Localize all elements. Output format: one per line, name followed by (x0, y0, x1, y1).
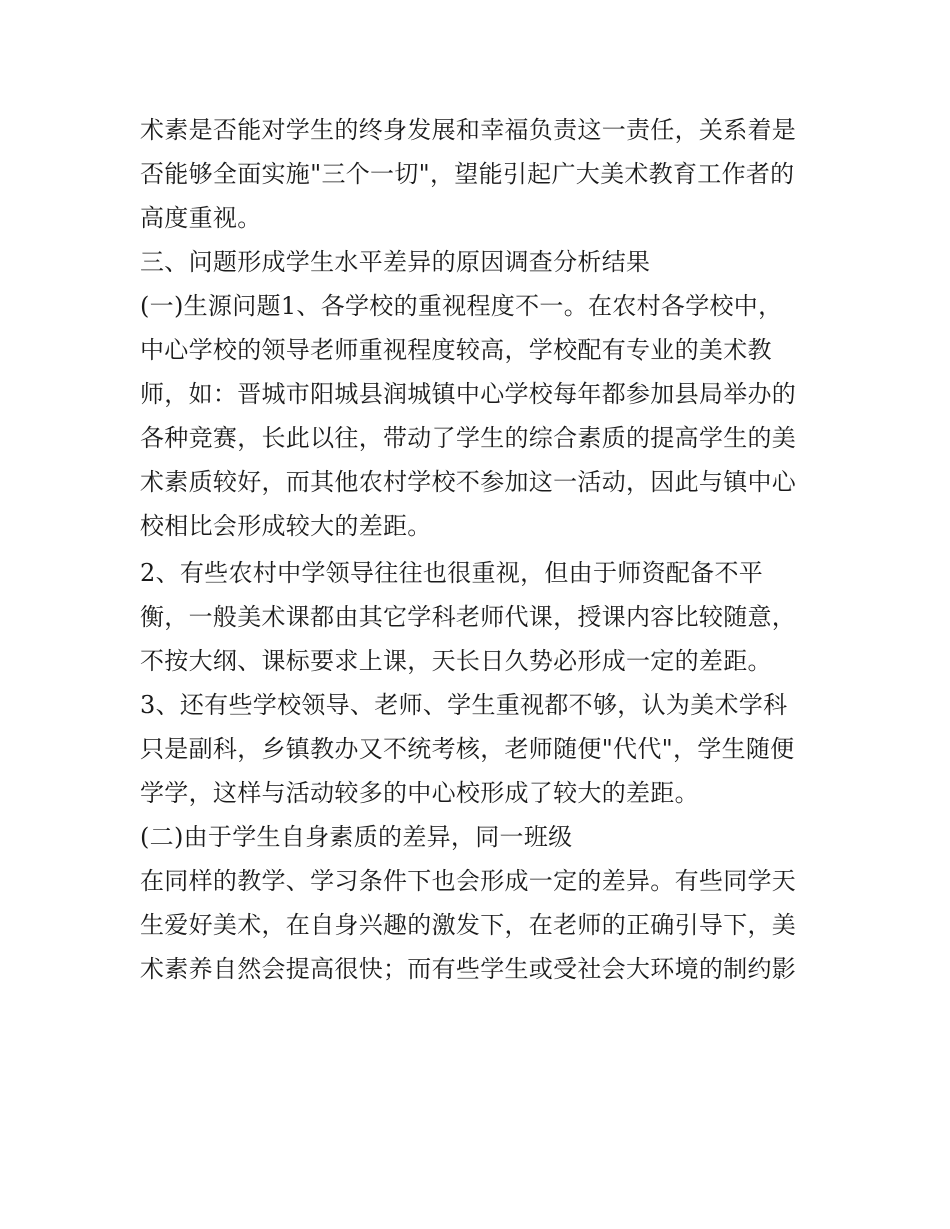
text-line: 各种竞赛，长此以往，带动了学生的综合素质的提高学生的美 (140, 424, 797, 452)
text-line: 生爱好美术，在自身兴趣的激发下，在老师的正确引导下，美 (140, 911, 797, 939)
list-item-start: 2、有些农村中学领导往往也很重视，但由于师资配备不平 (140, 559, 764, 587)
text-line: 师，如：晋城市阳城县润城镇中心学校每年都参加县局举办的 (140, 380, 797, 408)
text-line: 在同样的教学、学习条件下也会形成一定的差异。有些同学天 (140, 867, 797, 895)
text-line: 只是副科，乡镇教办又不统考核，老师随便"代代"，学生随便 (140, 735, 795, 763)
subsection-heading: (一)生源问题1、各学校的重视程度不一。在农村各学校中， (140, 292, 783, 320)
text-line: 衡，一般美术课都由其它学科老师代课，授课内容比较随意， (140, 603, 797, 631)
text-line: 否能够全面实施"三个一切"，望能引起广大美术教育工作者的 (140, 160, 795, 188)
text-line: 术素养自然会提高很快；而有些学生或受社会大环境的制约影 (140, 955, 797, 983)
body-text (140, 108, 820, 991)
text-line: 学学，这样与活动较多的中心校形成了较大的差距。 (140, 779, 699, 807)
section-heading: 三、问题形成学生水平差异的原因调查分析结果 (140, 248, 651, 276)
text-line: 校相比会形成较大的差距。 (140, 512, 432, 540)
subsection-heading: (二)由于学生自身素质的差异，同一班级 (140, 823, 573, 851)
text-line: 中心学校的领导老师重视程度较高，学校配有专业的美术教 (140, 336, 772, 364)
text-line: 术素质较好，而其他农村学校不参加这一活动，因此与镇中心 (140, 468, 797, 496)
text-line: 术素是否能对学生的终身发展和幸福负责这一责任，关系着是 (140, 116, 797, 144)
text-line: 不按大纲、课标要求上课，天长日久势必形成一定的差距。 (140, 647, 772, 675)
text-line: 高度重视。 (140, 204, 262, 232)
list-item-start: 3、还有些学校领导、老师、学生重视都不够，认为美术学科 (140, 691, 788, 719)
